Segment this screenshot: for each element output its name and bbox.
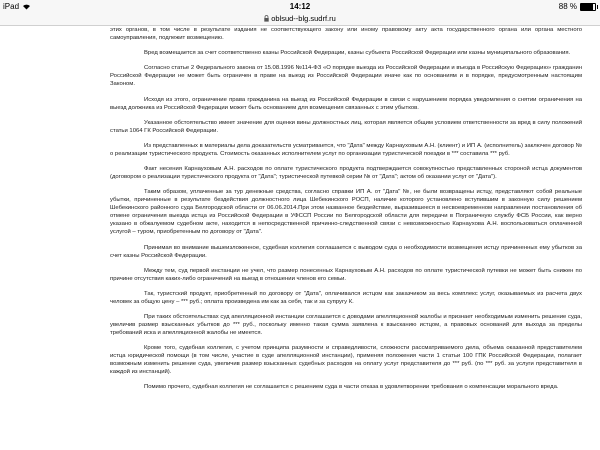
paragraph: Исходя из этого, ограничение права гражданина на выезд из Российской Федерации в связи с нарушением порядка уведомления о снятии ограничения на выезд должника из Российской Федерации может быть основанием для возмещения связанных с этим убытков. xyxy=(110,96,582,111)
status-right xyxy=(559,0,596,13)
paragraph: этих органов, в том числе в результате издания не соответствующего закону или иному правовому акту акта государственного органа или органа местного самоуправления, подлежит возмещению. xyxy=(110,27,582,41)
paragraph: Так, туристский продукт, приобретенный по договору от "Дата", оплачивался истцом как заказчиком за весь комплекс услуг, оказываемых из расчета двух человек за общую цену – *** руб.; оплата произведена им как за себя, так и за супругу К. xyxy=(110,290,582,305)
device-name: iPad xyxy=(3,2,20,11)
paragraph: Указанное обстоятельство имеет значение для оценки вины должностных лиц, которая является общим условием ответственности за вред в силу положений статьи 1064 ГК Российской Федерации. xyxy=(110,119,582,134)
document-body xyxy=(110,26,582,450)
url-text[interactable]: oblsud--blg.sudrf.ru xyxy=(271,14,336,23)
paragraph: При таких обстоятельствах суд апелляционной инстанции соглашается с доводами апелляционной жалобы и признает необходимым изменить решение суда, увеличив размер взысканных убытков до *** руб., поскольку именно такая сумма заявлена к взысканию истцом, а правовых оснований для выхода за пределы требований иска и апелляционной жалобы не имеется. xyxy=(110,314,582,337)
paragraph: Факт несения Карнауховым А.Н. расходов по оплате туристического продукта подтверждается совокупностью представленных стороной истца документов (договором о реализации туристического продукта от "Дата"; туристической путевкой серии № от "Дата"; актом об оказании услуг от "Дата"). xyxy=(110,166,582,181)
status-bar xyxy=(0,0,600,13)
paragraph: Между тем, суд первой инстанции не учел, что размер понесенных Карнауховым А.Н. расходов по оплате туристической путевки не может быть снижен по причине отсутствия каких-либо ограничений на выезд в отношении членов его семьи. xyxy=(110,267,582,282)
paragraph: Помимо прочего, судебная коллегия не соглашается с решением суда в части отказа в удовлетворении требования о компенсации морального вреда. xyxy=(144,384,559,391)
battery-icon xyxy=(580,3,596,11)
paragraph: Вред возмещается за счет соответственно казны Российской Федерации, казны субъекта Российской Федерации или казны муниципального образования. xyxy=(144,50,571,57)
paragraph: Согласно статье 2 Федерального закона от 15.08.1996 №114-ФЗ «О порядке выезда из Российской Федерации и въезда в Российскую Федерацию» гражданин Российской Федерации не может быть ограничен в праве на выезд из Российской Федерации иначе как по основаниям и в порядке, предусмотренным настоящим Законом. xyxy=(110,65,582,88)
address-bar[interactable] xyxy=(0,13,600,26)
battery-percent: 88 % xyxy=(558,2,577,11)
paragraph: Таким образом, уплаченные за тур денежные средства, согласно справки ИП А. от "Дата" №, не были возвращены истцу, представляют собой реальные убытки, причиненные в результате бездействия должностного лица Шебекинского РОСП, наличие которого установлено вступившим в законную силу решением Шебекинского районного суда Белгородской области от 06.06.2014.При этом названное бездействие, выразившееся в несвоевременном направлении постановления об отмене ограничения выезда истца из Российской Федерации в УФССП России по Белгородской области для передачи в Пограничную службу ФСБ России, как верно указано в обжалуемом судебном акте, находится в непосредственной причинно-следственной связи с невозможностью Карнаухова А.Н. воспользоваться оплаченной услугой – туром, приобретенным по договору от "Дата". xyxy=(110,189,582,236)
paragraph: Из представленных в материалы дела доказательств усматривается, что "Дата" между Карнауховым А.Н. (клиент) и ИП А. (исполнитель) заключен договор № о реализации туристического продукта. Стоимость оказанных исполнителем услуг по организации туристической поездки в *** составила *** руб. xyxy=(110,142,582,157)
paragraph: Принимая во внимание вышеизложенное, судебная коллегия соглашается с выводом суда о необходимости возмещения истцу причиненных ему убытков за счет казны Российской Федерации. xyxy=(110,244,582,259)
wifi-icon xyxy=(22,3,31,10)
clock: 14:12 xyxy=(289,2,311,11)
status-left xyxy=(3,0,31,13)
lock-icon xyxy=(264,15,269,22)
paragraph: Кроме того, судебная коллегия, с учетом принципа разумности и справедливости, сложности рассматриваемого дела, объема оказанной представителем истца юридической помощи (в том числе, участие в суде апелляционной инстанции), применяя положения части 1 статьи 100 ГПК Российской Федерации, полагает возможным изменить решение суда, увеличив размер взысканных судебных расходов на оплату услуг представителя до *** руб. (по *** руб. за услуги представителя в каждой из инстанций). xyxy=(110,345,582,376)
battery-fill xyxy=(581,4,593,10)
